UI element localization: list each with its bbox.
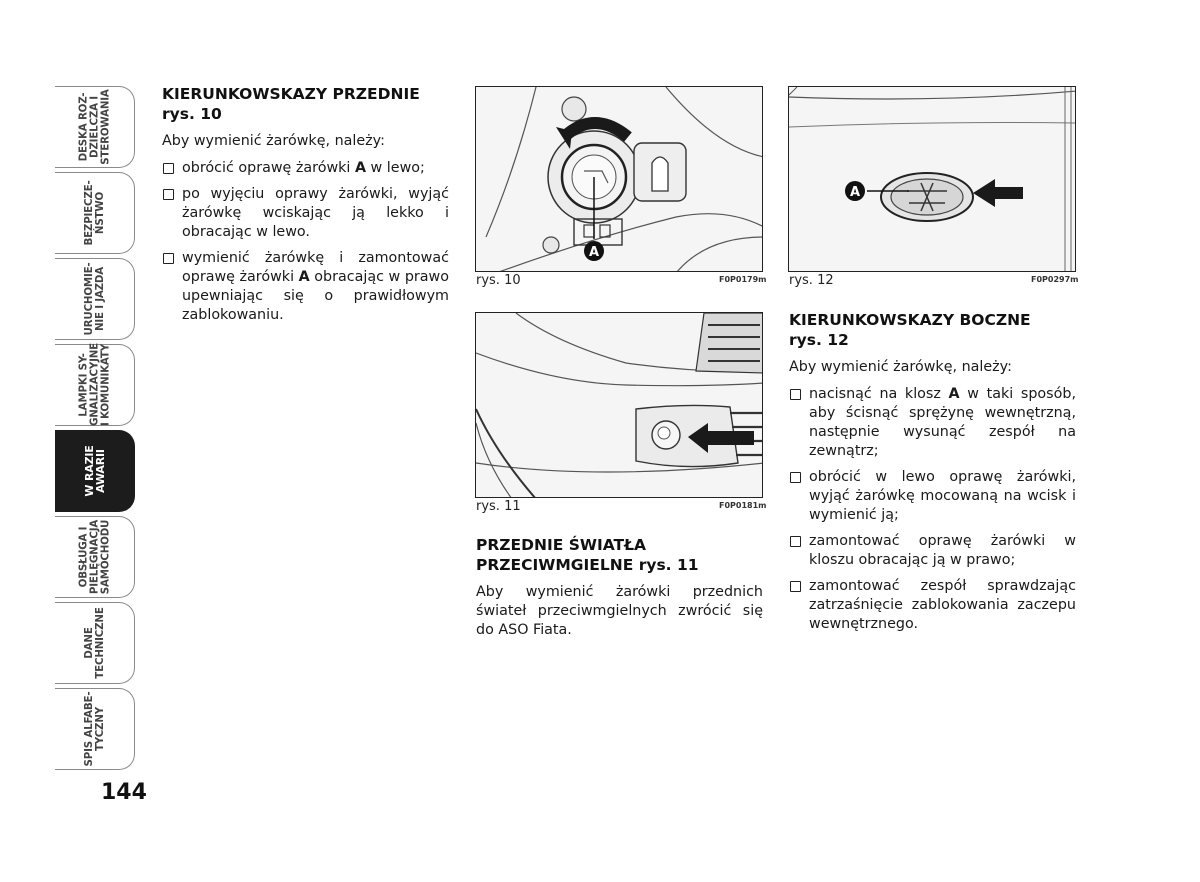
- tab-bezpieczenstwo[interactable]: [55, 172, 135, 254]
- tab-lampki[interactable]: [55, 344, 135, 426]
- tab-w-razie-awarii[interactable]: [55, 430, 135, 512]
- tab-label: W RAZIE AWARII: [83, 445, 108, 497]
- section-heading: [789, 310, 1076, 350]
- figure-12-code: F0P0297m: [1031, 275, 1079, 284]
- checkbox-bullet-icon: [163, 189, 174, 200]
- page-number: 144: [101, 780, 147, 805]
- side-indicator-illustration: [789, 87, 1076, 272]
- heading-line: KIERUNKOWSKAZY PRZEDNIE: [162, 85, 420, 103]
- figure-12-caption: rys. 12: [789, 273, 834, 288]
- intro-text: Aby wymienić żarówkę, należy:: [162, 133, 385, 149]
- heading-line: rys. 10: [162, 105, 222, 123]
- tab-label: DESKA ROZ- DZIELCZA I STEROWANIA: [77, 89, 112, 165]
- turn-signal-illustration: [476, 87, 763, 272]
- bullet-item: zamontować zespół sprawdzając zatrzaśnięcie zablokowania zaczepu wewnętrznego.: [789, 577, 1076, 634]
- figure-11-code: F0P0181m: [719, 501, 767, 510]
- section-heading: [476, 535, 763, 575]
- bullet-item: zamontować oprawę żarówki w kloszu obracając ją w prawo;: [789, 532, 1076, 570]
- checkbox-bullet-icon: [790, 389, 801, 400]
- tab-label: URUCHOMIE- NIE I JAZDA: [83, 262, 107, 336]
- figure-12: [788, 86, 1076, 272]
- tab-dane-techniczne[interactable]: [55, 602, 135, 684]
- right-column: [789, 310, 1076, 641]
- left-column: [162, 84, 449, 332]
- figure-10: [475, 86, 763, 272]
- tab-uruchomienie[interactable]: [55, 258, 135, 340]
- heading-line: rys. 12: [789, 331, 849, 349]
- tab-obsluga[interactable]: [55, 516, 135, 598]
- tab-label: OBSŁUGA I PIELĘGNACJA SAMOCHODU: [77, 519, 112, 595]
- checkbox-bullet-icon: [163, 253, 174, 264]
- heading-line: KIERUNKOWSKAZY BOCZNE: [789, 311, 1031, 329]
- chapter-tabs: [55, 86, 137, 774]
- intro-text: Aby wymienić żarówkę, należy:: [789, 359, 1012, 375]
- checkbox-bullet-icon: [790, 581, 801, 592]
- bullet-item: po wyjęciu oprawy żarówki, wyjąć żarówkę wciskając ją lekko i obracając w lewo.: [162, 185, 449, 242]
- tab-label: DANE TECHNICZNE: [83, 607, 107, 679]
- middle-column: [476, 535, 763, 648]
- callout-label: A: [849, 185, 861, 200]
- heading-line: PRZECIWMGIELNE rys. 11: [476, 556, 699, 574]
- figure-11-caption: rys. 11: [476, 499, 521, 514]
- tab-deska-rozdzielcza[interactable]: [55, 86, 135, 168]
- tab-label: BEZPIECZE- ŃSTWO: [83, 180, 107, 246]
- checkbox-bullet-icon: [790, 536, 801, 547]
- bullet-item: obrócić oprawę żarówki A w lewo;: [162, 159, 449, 178]
- figure-11: [475, 312, 763, 498]
- checkbox-bullet-icon: [790, 472, 801, 483]
- tab-label: LAMPKI SY- GNALIZACYJNE I KOMUNIKATY: [77, 343, 112, 426]
- body-text: Aby wymienić żarówki przednich świateł przeciwmgielnych zwrócić się do ASO Fiata.: [476, 584, 763, 638]
- heading-line: PRZEDNIE ŚWIATŁA: [476, 536, 647, 554]
- section-heading: [162, 84, 449, 124]
- fog-light-illustration: [476, 313, 763, 498]
- bullet-item: nacisnąć na klosz A w taki sposób, aby ścisnąć sprężynę wewnętrzną, następnie wysunąć zespół na zewnątrz;: [789, 385, 1076, 461]
- bullet-item: obrócić w lewo oprawę żarówki, wyjąć żarówkę mocowaną na wcisk i wymienić ją;: [789, 468, 1076, 525]
- figure-10-code: F0P0179m: [719, 275, 767, 284]
- figure-10-caption: rys. 10: [476, 273, 521, 288]
- callout-label: A: [588, 245, 600, 260]
- checkbox-bullet-icon: [163, 163, 174, 174]
- bullet-item: wymienić żarówkę i zamontować oprawę żarówki A obracając w prawo upewniając się o prawidłowym zablokowaniu.: [162, 249, 449, 325]
- tab-label: SPIS ALFABE- TYCZNY: [83, 691, 107, 767]
- tab-spis-alfabetyczny[interactable]: [55, 688, 135, 770]
